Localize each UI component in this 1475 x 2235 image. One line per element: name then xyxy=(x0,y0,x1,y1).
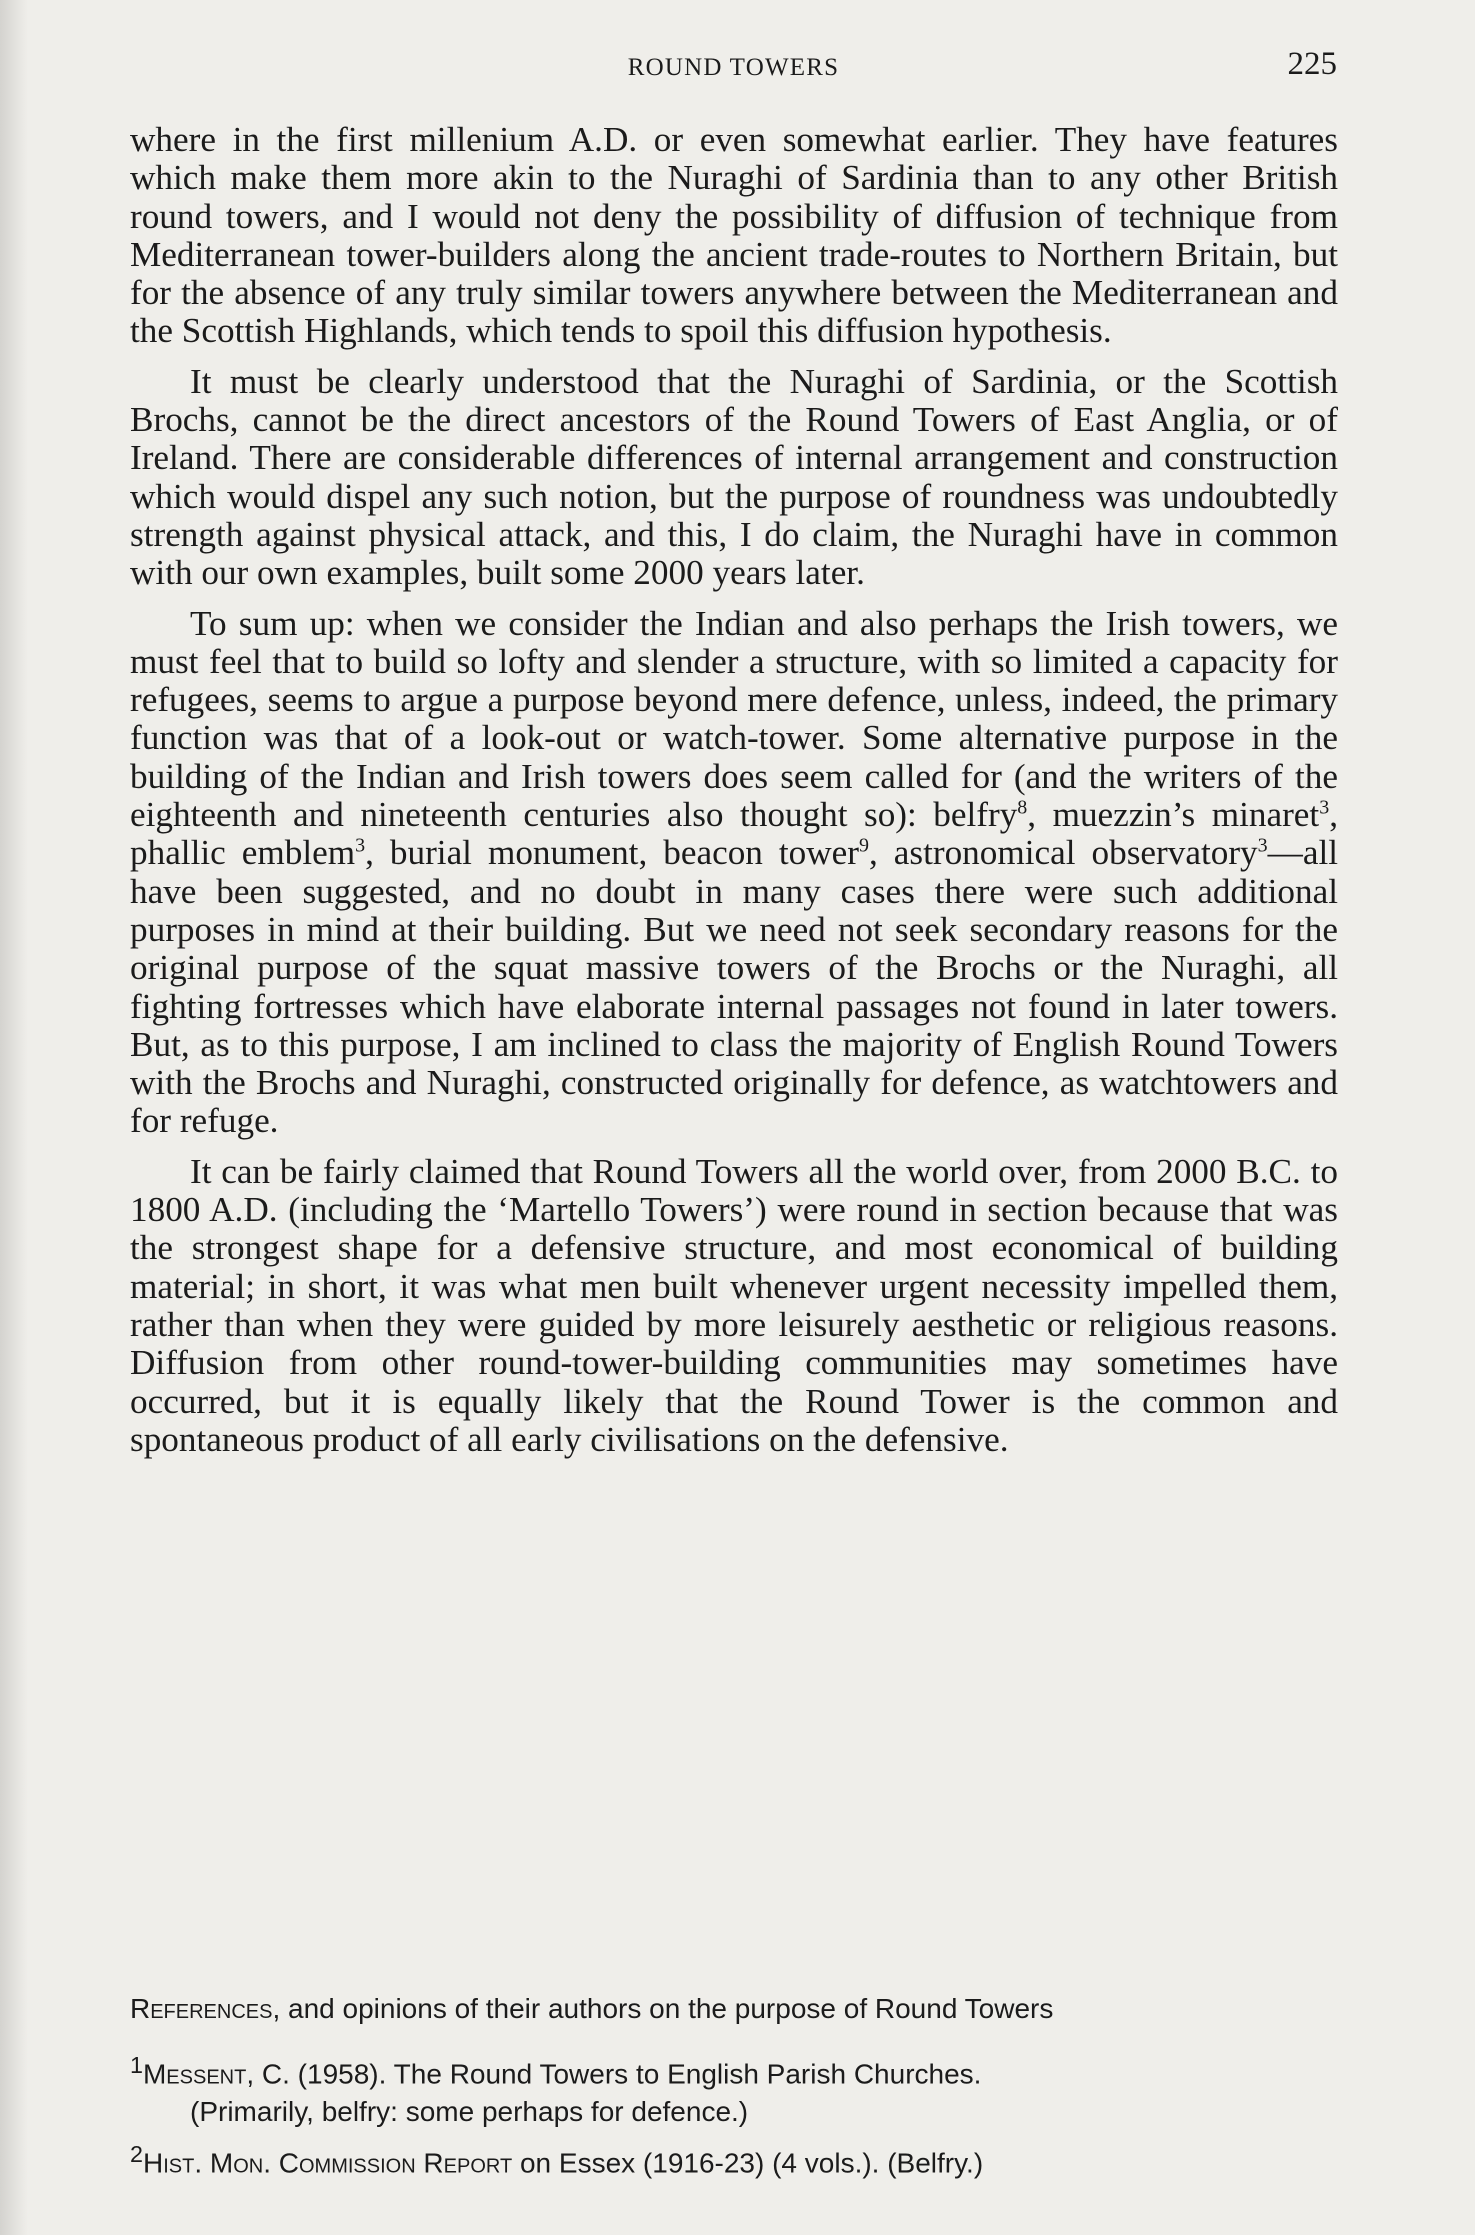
footnote-ref: 3 xyxy=(1319,796,1330,819)
reference-detail: on Essex (1916-23) (4 vols.). (Belfry.) xyxy=(512,2147,984,2179)
reference-entry xyxy=(130,2046,1338,2093)
paragraph-4: It can be fairly claimed that Round Towers all the world over, from 2000 B.C. to 1800 A.D. (including the ‘Martello Towers’) were round in section because that was the strongest shape for a defensive structure, and most economical of building material; in short, it was what men built whenever urgent necessity impelled them, rather than when they were guided by more leisurely aesthetic or religious reasons. Diffusion from other round-tower-building communities may sometimes have occurred, but it is equally likely that the Round Tower is the common and spontaneous product of all early civilisations on the defensive. xyxy=(130,1151,1338,1459)
footnote-ref: 8 xyxy=(1017,796,1028,819)
page-edge-shadow xyxy=(0,0,28,2235)
paragraph-3-text-f: —all have been suggested, and no doubt in many cases there were such additional purposes in mind at their building. But we need not seek secondary reasons for the original purpose of the squat massive towers of the Brochs or the Nuraghi, all fighting fortresses which have elaborate internal passages not found in later towers. But, as to this purpose, I am inclined to class the majority of English Round Towers with the Brochs and Nuraghi, constructed originally for defence, as watchtowers and for refuge. xyxy=(130,833,1338,1141)
footnote-ref: 3 xyxy=(1257,834,1268,857)
reference-detail: (1958). The Round Towers to English Parish Churches. xyxy=(289,2058,982,2090)
reference-number: 2 xyxy=(130,2141,143,2168)
reference-number: 1 xyxy=(130,2052,143,2078)
page-number: 225 xyxy=(1287,46,1337,82)
references-heading xyxy=(130,1990,1338,2028)
paragraph-3-text-c: , phallic emblem xyxy=(130,795,1338,873)
footnote-ref: 9 xyxy=(859,834,869,857)
paragraph-3-text-d: , burial monument, beacon tower xyxy=(365,833,859,873)
reference-entry xyxy=(130,2135,1338,2182)
paragraph-3-text-a: To sum up: when we consider the Indian and also perhaps the Irish towers, we must feel that to build so lofty and slender a structure, with so limited a capacity for refugees, seems to argue a purpose beyond mere defence, unless, indeed, the primary function was that of a look-out or watch-tower. Some alternative purpose in the building of the Indian and Irish towers does seem called for (and the writers of the eighteenth and nineteenth centuries also thought so): belfry xyxy=(130,603,1338,835)
footnote-ref: 3 xyxy=(355,834,366,857)
paragraph-3-text-e: , astronomical observatory xyxy=(869,833,1258,873)
running-title: ROUND TOWERS xyxy=(627,54,840,81)
body-text xyxy=(130,121,1338,1471)
paragraph-2: It must be clearly understood that the Nuraghi of Sardinia, or the Scottish Brochs, cannot be the direct ancestors of the Round Towers of East Anglia, or of Ireland. There are considerable differences of internal arrangement and construction which would dispel any such notion, but the purpose of roundness was undoubtedly strength against physical attack, and this, I do claim, the Nuraghi have in common with our own examples, built some 2000 years later. xyxy=(130,361,1338,593)
paragraph-3-text-b: , muezzin’s minaret xyxy=(1027,795,1320,835)
references-heading-label: References, xyxy=(130,1993,281,2024)
references-heading-text: and opinions of their authors on the purpose of Round Towers xyxy=(280,1993,1054,2024)
reference-author: Hist. Mon. Commission Report xyxy=(142,2147,513,2179)
references-section xyxy=(130,1990,1338,2183)
page-header xyxy=(130,46,1337,94)
reference-note: (Primarily, belfry: some perhaps for defence.) xyxy=(190,2096,749,2128)
reference-author: Messent, C. xyxy=(142,2058,290,2090)
paragraph-3 xyxy=(130,605,1338,1141)
paragraph-1: where in the first millenium A.D. or even somewhat earlier. They have features which make them more akin to the Nuraghi of Sardinia than to any other British round towers, and I would not deny the possibility of diffusion of technique from Mediterranean tower-builders along the ancient trade-routes to Northern Britain, but for the absence of any truly similar towers anywhere between the Mediterranean and the Scottish Highlands, which tends to spoil this diffusion hypothesis. xyxy=(130,120,1338,351)
